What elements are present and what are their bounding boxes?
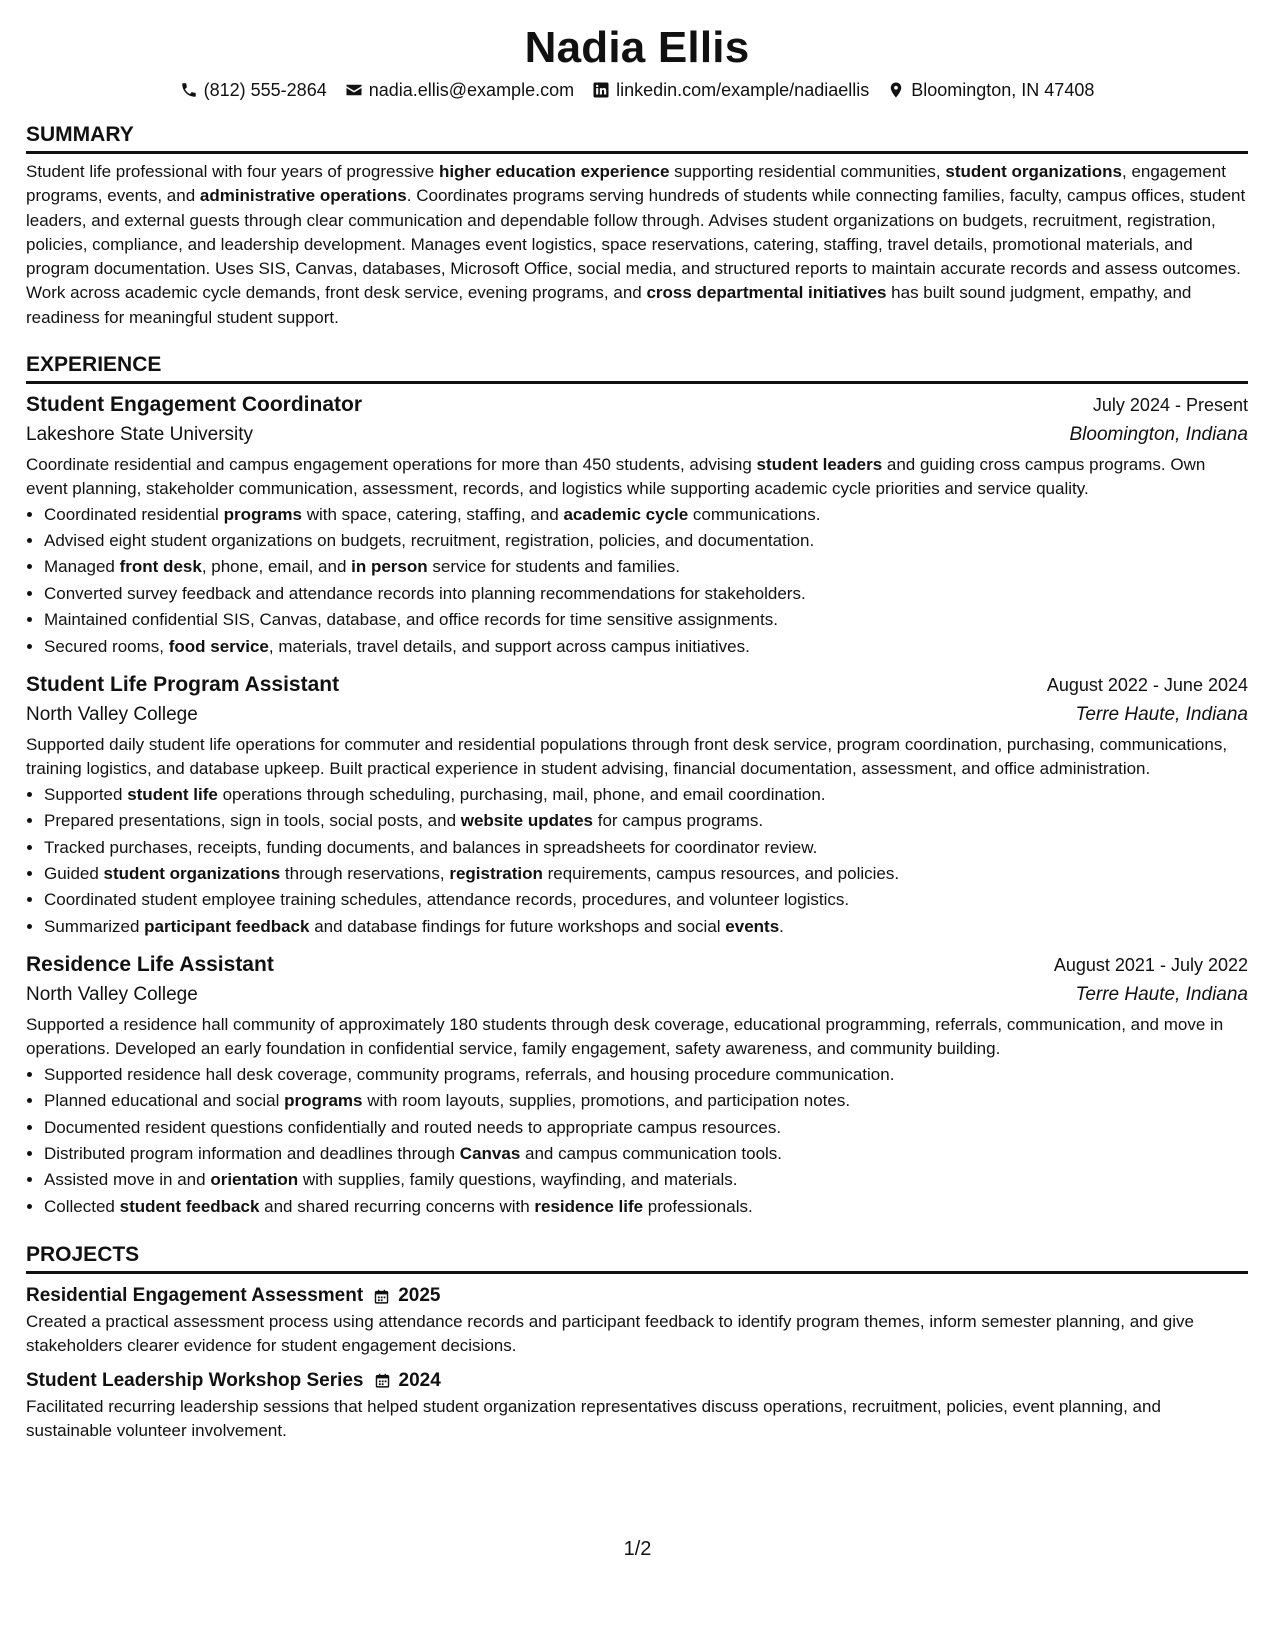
text-run: Secured rooms, (44, 636, 169, 656)
bold-phrase: cross departmental initiatives (646, 283, 887, 303)
text-run: operations through scheduling, purchasing, mail, phone, and email coordination. (217, 784, 826, 804)
job-dates: July 2024 - Present (1092, 395, 1248, 416)
email-text[interactable]: nadia.ellis@example.com (368, 80, 575, 100)
text-run: supporting residential communities, (669, 162, 946, 181)
project-year: 2025 (398, 1285, 441, 1307)
text-run: Planned educational and social (44, 1091, 285, 1111)
project-year: 2024 (398, 1369, 441, 1391)
contact-email[interactable] (345, 78, 574, 102)
job-title: Student Life Program Assistant (26, 673, 340, 697)
bold-phrase: orientation (210, 1170, 299, 1190)
text-run: and campus communication tools. (520, 1143, 783, 1163)
contact-location (887, 78, 1094, 102)
bullet-item (44, 1167, 1248, 1193)
bold-phrase: student organizations (945, 162, 1122, 181)
text-run: Collected (44, 1196, 120, 1216)
contact-phone (180, 78, 327, 102)
job-entry (26, 390, 1248, 660)
bold-phrase: residence life (534, 1196, 644, 1216)
job-location: Terre Haute, Indiana (1075, 984, 1248, 1006)
text-run: has built sound judgment, empathy, and readiness for meaningful student support. (26, 283, 1192, 327)
envelope-icon (345, 81, 363, 99)
phone-text: (812) 555-2864 (203, 80, 327, 100)
projects-section (26, 1242, 1248, 1443)
bullet-item (44, 1062, 1248, 1088)
location-text: Bloomington, IN 47408 (911, 80, 1095, 100)
text-run: and guiding cross campus programs. Own event planning, stakeholder communication, assessment, records, and logistics while supporting academic cycle priorities and service quality. (26, 455, 1206, 499)
text-run: , materials, travel details, and support across campus initiatives. (268, 636, 750, 656)
text-run: Advised eight student organizations on budgets, recruitment, registration, policies, and documentation. (44, 531, 815, 551)
bold-phrase: registration (449, 863, 543, 883)
text-run: for campus programs. (593, 811, 764, 831)
bold-phrase: programs (223, 504, 302, 524)
calendar-icon (373, 1288, 390, 1305)
bullet-item (44, 887, 1248, 913)
job-bullets (26, 782, 1248, 940)
job-dates: August 2022 - June 2024 (1046, 675, 1248, 696)
bold-phrase: food service (168, 636, 269, 656)
project-name: Student Leadership Workshop Series (26, 1369, 364, 1391)
project-description: Created a practical assessment process using attendance records and participant feedback to identify program themes, inform semester planning, and give stakeholders clearer evidence for student engagement decisions. (26, 1312, 1194, 1356)
job-description (26, 733, 1248, 782)
experience-section (26, 352, 1248, 1220)
text-run: . Coordinates programs serving hundreds of students while connecting families, faculty, campus offices, student leaders, and external guests through clear communication and dependable follow through. Advises student organizations on budgets, recruitment, registration, policies, compliance, and leadership development. Manages event logistics, space reservations, catering, staffing, travel details, promotional materials, and program documentation. Uses SIS, Canvas, databases, Microsoft Office, social media, and structured reports to maintain accurate records and assess outcomes. Work across academic cycle demands, front desk service, evening programs, and (26, 186, 1246, 303)
text-run: Documented resident questions confidentially and routed needs to appropriate campus resources. (44, 1117, 782, 1137)
linkedin-icon (592, 81, 610, 99)
bold-phrase: Canvas (459, 1143, 521, 1163)
text-run: Supported residence hall desk coverage, community programs, referrals, and housing procedure communication. (44, 1064, 895, 1084)
bold-phrase: front desk (119, 557, 202, 577)
project-entry (26, 1367, 1248, 1444)
text-run: Maintained confidential SIS, Canvas, database, and office records for time sensitive assignments. (44, 610, 778, 630)
bullet-item (44, 914, 1248, 940)
text-run: Supported a residence hall community of approximately 180 students through desk coverage, educational programming, referrals, communication, and move in operations. Developed an early foundation in confidential service, family engagement, safety awareness, and community building. (26, 1015, 1224, 1059)
job-bullets (26, 502, 1248, 660)
contact-line (26, 78, 1248, 102)
bold-phrase: student leaders (756, 455, 883, 475)
project-description: Facilitated recurring leadership sessions that helped student organization representatives discuss operations, recruitment, policies, event planning, and sustainable volunteer involvement. (26, 1396, 1161, 1441)
bullet-item (44, 528, 1248, 554)
text-run: Summarized (44, 916, 145, 936)
text-run: Assisted move in and (44, 1170, 211, 1190)
bold-phrase: student feedback (119, 1196, 260, 1216)
bold-phrase: in person (351, 557, 428, 577)
text-run: , phone, email, and (201, 557, 352, 577)
bullet-item (44, 1115, 1248, 1141)
bullet-item (44, 808, 1248, 834)
summary-section (26, 122, 1248, 330)
calendar-icon (374, 1372, 391, 1389)
bullet-item (44, 861, 1248, 887)
page-number: 1/2 (623, 1538, 652, 1560)
bold-phrase: student life (127, 784, 218, 804)
contact-linkedin[interactable] (592, 78, 869, 102)
text-run: service for students and families. (427, 557, 680, 577)
text-run: Supported (44, 784, 128, 804)
text-run: with space, catering, staffing, and (301, 504, 564, 524)
job-title: Residence Life Assistant (26, 953, 274, 977)
job-organization: North Valley College (26, 704, 198, 726)
text-run: requirements, campus resources, and policies. (542, 863, 900, 883)
bold-phrase: programs (284, 1091, 363, 1111)
text-run: and database findings for future workshops and social (309, 916, 726, 936)
project-entry (26, 1282, 1248, 1359)
bullet-item (44, 502, 1248, 528)
job-description (26, 453, 1248, 502)
bullet-item (44, 782, 1248, 808)
job-dates: August 2021 - July 2022 (1053, 955, 1248, 976)
project-name: Residential Engagement Assessment (26, 1285, 364, 1307)
text-run: Converted survey feedback and attendance records into planning recommendations for stakeholders. (44, 583, 806, 603)
bullet-item (44, 634, 1248, 660)
candidate-name: Nadia Ellis (524, 23, 750, 72)
resume-page (26, 20, 1248, 1443)
text-run: . (779, 916, 784, 936)
text-run: with room layouts, supplies, promotions, and participation notes. (362, 1091, 851, 1111)
job-description (26, 1013, 1248, 1062)
bullet-item (44, 1141, 1248, 1167)
text-run: Tracked purchases, receipts, funding documents, and balances in spreadsheets for coordinator review. (44, 837, 818, 857)
text-run: , engagement programs, events, and (26, 162, 1226, 206)
text-run: Supported daily student life operations for commuter and residential populations through front desk service, program coordination, purchasing, communications, training logistics, and database upkeep. Built practical experience in student advising, financial documentation, assessment, and office administration. (26, 735, 1228, 779)
bold-phrase: website updates (460, 811, 594, 831)
bold-phrase: higher education experience (438, 162, 670, 181)
bullet-item (44, 835, 1248, 861)
summary-heading: SUMMARY (26, 122, 1248, 154)
text-run: Managed (44, 557, 120, 577)
text-run: with supplies, family questions, wayfinding, and materials. (298, 1170, 738, 1190)
bullet-item (44, 1088, 1248, 1114)
map-pin-icon (887, 81, 905, 99)
text-run: Student life professional with four years of progressive (26, 162, 439, 181)
projects-heading: PROJECTS (26, 1242, 1248, 1274)
text-run: Prepared presentations, sign in tools, social posts, and (44, 811, 461, 831)
bullet-item (44, 1194, 1248, 1220)
bullet-item (44, 607, 1248, 633)
experience-heading: EXPERIENCE (26, 352, 1248, 384)
job-organization: Lakeshore State University (26, 424, 254, 446)
job-organization: North Valley College (26, 984, 198, 1006)
linkedin-text[interactable]: linkedin.com/example/nadiaellis (616, 80, 870, 100)
bullet-item (44, 581, 1248, 607)
phone-icon (180, 81, 198, 99)
text-run: Coordinate residential and campus engagement operations for more than 450 students, advising (26, 455, 757, 475)
bold-phrase: participant feedback (144, 916, 310, 936)
text-run: professionals. (643, 1196, 753, 1216)
text-run: Coordinated student employee training schedules, attendance records, procedures, and volunteer logistics. (44, 890, 850, 910)
text-run: communications. (688, 504, 821, 524)
bullet-item (44, 554, 1248, 580)
summary-text (26, 160, 1248, 330)
text-run: through reservations, (280, 863, 450, 883)
job-entry (26, 950, 1248, 1220)
text-run: and shared recurring concerns with (259, 1196, 535, 1216)
text-run: Distributed program information and deadlines through (44, 1143, 460, 1163)
bold-phrase: student organizations (103, 863, 281, 883)
job-location: Bloomington, Indiana (1069, 424, 1248, 446)
job-entry (26, 670, 1248, 940)
job-bullets (26, 1062, 1248, 1220)
job-title: Student Engagement Coordinator (26, 393, 362, 417)
bold-phrase: academic cycle (563, 504, 689, 524)
text-run: Guided (44, 863, 104, 883)
bold-phrase: administrative operations (199, 186, 407, 206)
text-run: Coordinated residential (44, 504, 224, 524)
bold-phrase: events (725, 916, 780, 936)
job-location: Terre Haute, Indiana (1075, 704, 1248, 726)
